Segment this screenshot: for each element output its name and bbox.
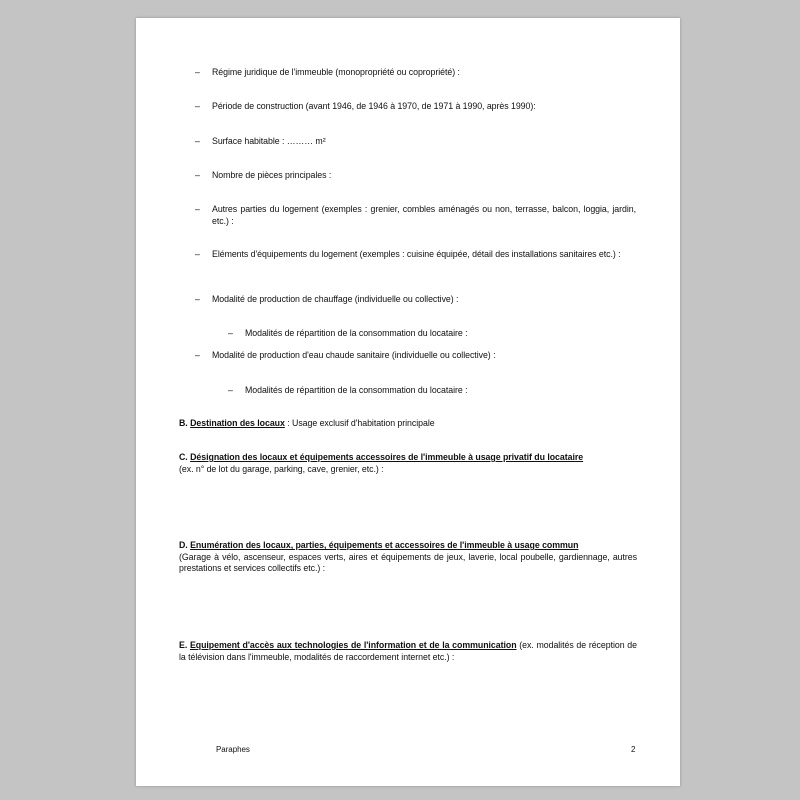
item-periode-construction: Période de construction (avant 1946, de 1946 à 1970, de 1971 à 1990, après 1990): [212, 101, 536, 111]
section-d-letter: D. [179, 540, 188, 550]
subitem-repartition-chauffage: Modalités de répartition de la consommation du locataire : [245, 328, 468, 338]
bullet-dash: – [195, 170, 200, 180]
section-c-text: (ex. n° de lot du garage, parking, cave, grenier, etc.) : [179, 463, 384, 474]
section-d [179, 540, 637, 575]
item-production-chauffage: Modalité de production de chauffage (individuelle ou collective) : [212, 294, 459, 304]
subitem-repartition-eau-chaude: Modalités de répartition de la consommation du locataire : [245, 385, 468, 395]
bullet-dash: – [195, 350, 200, 360]
footer-page-number: 2 [631, 745, 636, 754]
section-d-title: Enumération des locaux, parties, équipements et accessoires de l'immeuble à usage commun [190, 540, 579, 550]
section-c-title: Désignation des locaux et équipements accessoires de l'immeuble à usage privatif du locataire [190, 452, 584, 462]
section-c [179, 452, 637, 475]
section-b [179, 418, 637, 430]
item-production-eau-chaude: Modalité de production d'eau chaude sanitaire (individuelle ou collective) : [212, 350, 496, 360]
item-autres-parties: Autres parties du logement (exemples : grenier, combles aménagés ou non, terrasse, balcon, loggia, jardin, etc.) : [212, 204, 636, 226]
bullet-dash: – [195, 204, 200, 214]
section-b-text: : Usage exclusif d'habitation principale [284, 418, 435, 428]
document-page [136, 18, 680, 786]
bullet-dash: – [195, 249, 200, 259]
section-e-text: (ex. modalités de réception de la télévision dans l'immeuble, modalités de raccordement internet etc.) : [179, 640, 637, 662]
item-regime-juridique: Régime juridique de l'immeuble (monopropriété ou copropriété) : [212, 67, 460, 77]
bullet-dash: – [195, 67, 200, 77]
section-d-text: (Garage à vélo, ascenseur, espaces verts, aires et équipements de jeux, laverie, local poubelle, gardiennage, autres prestations et services collectifs etc.) : [179, 551, 637, 573]
item-nombre-pieces: Nombre de pièces principales : [212, 170, 332, 180]
sub-bullet-dash: – [228, 385, 233, 395]
bullet-dash: – [195, 136, 200, 146]
section-b-title: Destination des locaux [190, 418, 285, 428]
item-surface-habitable: Surface habitable : ……… m² [212, 136, 326, 146]
section-e-letter: E. [179, 640, 188, 650]
bullet-dash: – [195, 101, 200, 111]
item-elements-equipements: Eléments d'équipements du logement (exemples : cuisine équipée, détail des installations sanitaires etc.) : [212, 249, 621, 259]
footer-paraphes: Paraphes [216, 745, 250, 754]
section-e [179, 640, 637, 663]
section-e-title: Equipement d'accès aux technologies de l'information et de la communication [189, 640, 517, 650]
sub-bullet-dash: – [228, 328, 233, 338]
bullet-dash: – [195, 294, 200, 304]
section-b-letter: B. [179, 418, 188, 428]
section-c-letter: C. [179, 452, 188, 462]
